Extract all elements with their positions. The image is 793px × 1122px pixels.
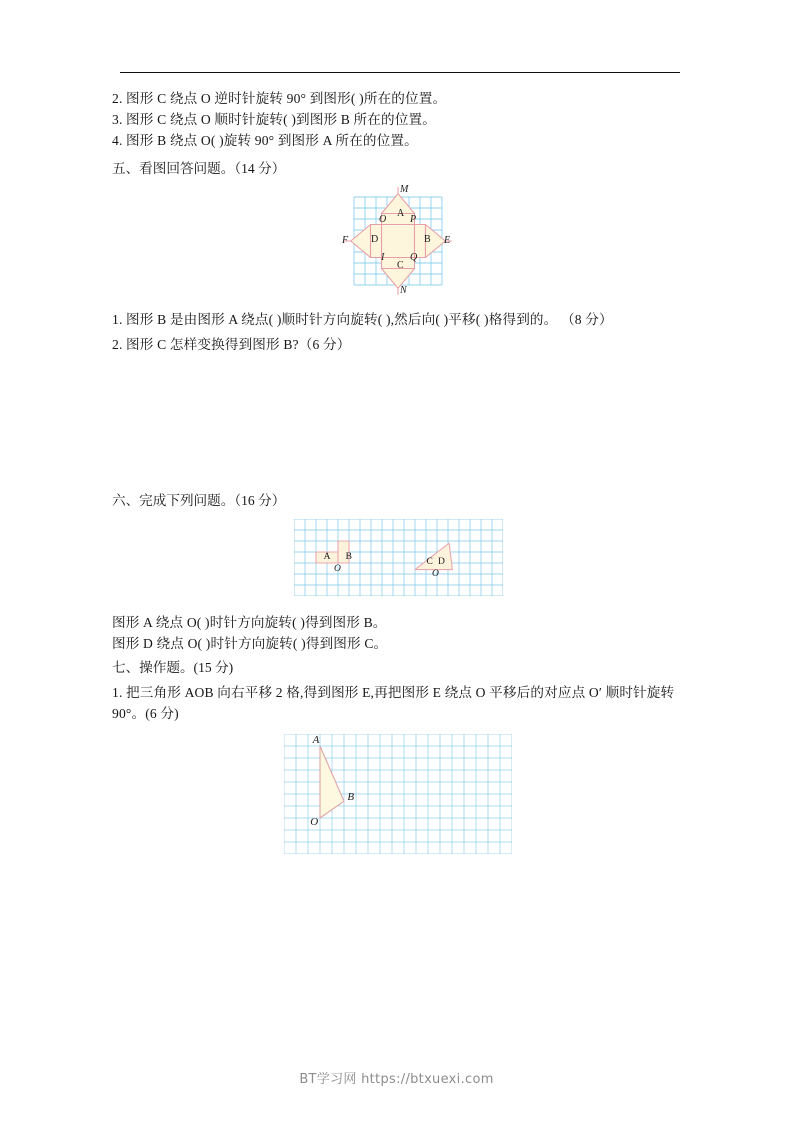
figure-label-i-6: I <box>381 252 385 263</box>
figure-label-e-3: E <box>444 235 451 246</box>
section-five-heading: 五、看图回答问题。（14 分） <box>112 161 286 176</box>
figure-label-m-0: M <box>400 184 409 195</box>
section-seven-question-1: 1. 把三角形 AOB 向右平移 2 格,得到图形 E,再把图形 E 绕点 O 平移后的对应点 O′ 顺时针旋转 90°。(6 分) <box>112 685 675 721</box>
figure-label-d-11: D <box>371 234 379 245</box>
figure-label-b-9: B <box>424 234 431 245</box>
figure-abcd-wrapper <box>112 519 684 596</box>
section-five-question-1: 1. 图形 B 是由图形 A 绕点( )顺时针方向旋转( ),然后向( )平移( )格得到的。 （8 分） <box>112 312 613 327</box>
shape-triangle-cd <box>415 543 452 569</box>
grid-canvas <box>344 184 452 295</box>
figure-label-b-1: B <box>347 791 355 804</box>
section-five-question-2: 2. 图形 C 怎样变换得到图形 B?（6 分） <box>112 337 351 352</box>
grid-canvas <box>284 734 512 854</box>
figure-label-b-1: B <box>345 552 352 563</box>
figure-label-o-2: O <box>310 816 319 828</box>
section-six-question-1: 图形 A 绕点 O( )时针方向旋转( )得到图形 B。 <box>112 615 387 630</box>
figure-label-f-2: F <box>342 235 349 246</box>
question-4: 4. 图形 B 绕点 O( )旋转 90° 到图形 A 所在的位置。 <box>112 133 418 148</box>
figure-label-c-10: C <box>397 260 404 271</box>
shape-rect-left <box>371 225 382 258</box>
figure-label-o-4: O <box>379 214 387 225</box>
shape-center-square <box>382 225 415 258</box>
figure-label-o-5: O <box>431 568 439 579</box>
question-3: 3. 图形 C 绕点 O 顺时针旋转( )到图形 B 所在的位置。 <box>112 112 437 127</box>
figure-label-a-8: A <box>397 208 405 219</box>
shape-rect-bottom <box>382 258 415 269</box>
shape-rect-a <box>316 552 338 563</box>
shape-rect-top <box>382 214 415 225</box>
figure-label-n-1: N <box>400 285 407 296</box>
shape-rect-b <box>338 541 349 563</box>
triangle-aob-figure <box>284 734 512 854</box>
star-figure <box>342 184 452 296</box>
question-2: 2. 图形 C 绕点 O 逆时针旋转 90° 到图形( )所在的位置。 <box>112 91 447 106</box>
figure-label-a-0: A <box>312 734 320 747</box>
figure-label-q-7: Q <box>410 252 418 263</box>
section-six-heading: 六、完成下列问题。（16 分） <box>112 493 286 508</box>
shape-rect-right <box>415 225 426 258</box>
figure-star-wrapper <box>112 184 684 296</box>
figure-label-p-5: P <box>410 214 417 225</box>
section-seven-heading: 七、操作题。(15 分) <box>112 660 234 675</box>
site-footer: BT学习网 https://btxuexi.com <box>299 1072 494 1087</box>
grid-canvas <box>294 519 503 596</box>
figure-label-c-3: C <box>426 557 433 567</box>
figure-label-d-4: D <box>438 557 445 567</box>
page-content <box>112 88 684 854</box>
figure-label-o-2: O <box>334 563 341 574</box>
ab-cd-figure <box>294 519 503 596</box>
figure-label-a-0: A <box>323 552 331 563</box>
section-six-question-2: 图形 D 绕点 O( )时针方向旋转( )得到图形 C。 <box>112 636 388 651</box>
figure-triangle-wrapper <box>112 734 684 854</box>
header-divider <box>120 72 680 73</box>
